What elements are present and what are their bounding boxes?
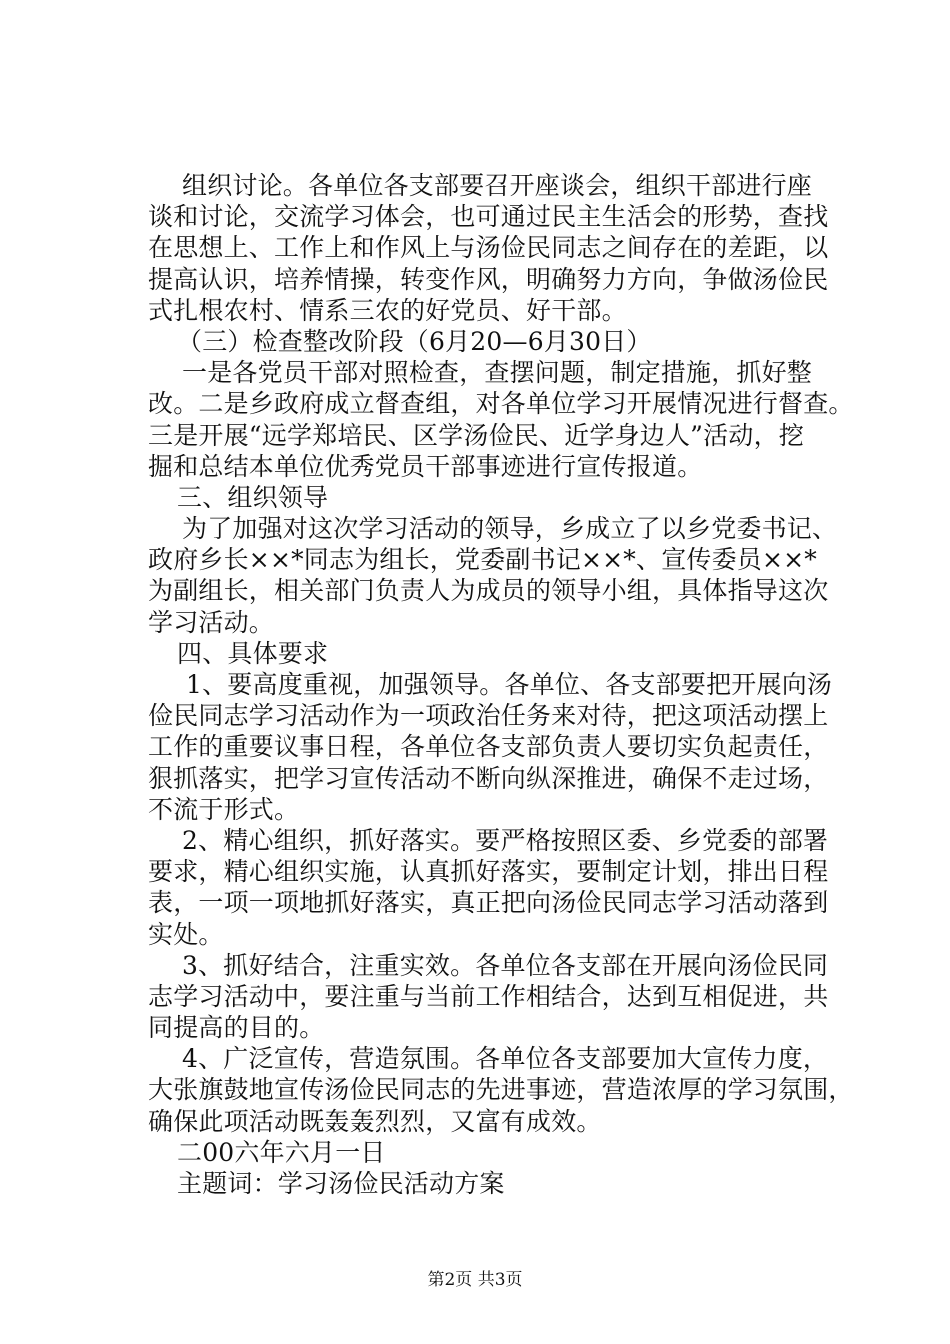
paragraph-line: 三是开展“远学郑培民、区学汤俭民、近学身边人”活动，挖 xyxy=(148,420,804,450)
paragraph-line: 工作的重要议事日程，各单位各支部负责人要切实负起责任， xyxy=(148,732,829,762)
paragraph-line: 掘和总结本单位优秀党员干部事迹进行宣传报道。 xyxy=(148,451,703,481)
paragraph-line: 大张旗鼓地宣传汤俭民同志的先进事迹，营造浓厚的学习氛围， xyxy=(148,1075,854,1105)
section-heading: 四、具体要求 xyxy=(177,638,329,668)
document-date: 二00六年六月一日 xyxy=(177,1137,386,1167)
paragraph-line: 2、精心组织，抓好落实。要严格按照区委、乡党委的部署 xyxy=(182,825,829,855)
paragraph-line: 组织讨论。各单位各支部要召开座谈会，组织干部进行座 xyxy=(182,171,813,200)
paragraph-line: 要求，精心组织实施，认真抓好落实，要制定计划，排出日程 xyxy=(148,857,829,887)
paragraph-line: 实处。 xyxy=(148,919,224,949)
paragraph-line: 一是各党员干部对照检查，查摆问题，制定措施，抓好整 xyxy=(182,358,813,388)
paragraph-line: 在思想上、工作上和作风上与汤俭民同志之间存在的差距，以 xyxy=(148,233,829,263)
paragraph-line: 改。二是乡政府成立督查组，对各单位学习开展情况进行督查。 xyxy=(148,389,854,419)
paragraph-line: 提高认识，培养情操，转变作风，明确努力方向，争做汤俭民 xyxy=(148,264,829,294)
page-number-footer: 第2页 共3页 xyxy=(427,1270,523,1290)
paragraph-line: 1、要高度重视，加强领导。各单位、各支部要把开展向汤 xyxy=(186,670,833,699)
paragraph-line: 不流于形式。 xyxy=(148,794,300,824)
document-body xyxy=(148,170,854,1199)
paragraph-line: 表，一项一项地抓好落实，真正把向汤俭民同志学习活动落到 xyxy=(148,888,829,918)
paragraph-line: 式扎根农村、情系三农的好党员、好干部。 xyxy=(148,295,627,325)
paragraph-line: 政府乡长××*同志为组长，党委副书记××*、宣传委员××* xyxy=(148,545,817,575)
paragraph-line: 学习活动。 xyxy=(148,607,275,637)
paragraph-line: 狠抓落实，把学习宣传活动不断向纵深推进，确保不走过场， xyxy=(148,763,829,793)
section-heading: 三、组织领导 xyxy=(177,482,329,512)
paragraph-line: 3、抓好结合，注重实效。各单位各支部在开展向汤俭民同 xyxy=(182,950,829,980)
paragraph-line: 谈和讨论，交流学习体会，也可通过民主生活会的形势，查找 xyxy=(148,202,829,232)
paragraph-line: 确保此项活动既轰轰烈烈，又富有成效。 xyxy=(148,1106,602,1136)
subject-keywords: 主题词：学习汤俭民活动方案 xyxy=(177,1169,505,1198)
paragraph-line: 4、广泛宣传，营造氛围。各单位各支部要加大宣传力度， xyxy=(182,1044,829,1074)
paragraph-line: 同提高的目的。 xyxy=(148,1013,325,1043)
paragraph-line: 为副组长，相关部门负责人为成员的领导小组，具体指导这次 xyxy=(148,576,829,606)
paragraph-line: 为了加强对这次学习活动的领导，乡成立了以乡党委书记、 xyxy=(182,514,838,544)
paragraph-line: 志学习活动中，要注重与当前工作相结合，达到互相促进，共 xyxy=(148,981,829,1011)
section-heading: （三）检查整改阶段（6月20—6月30日） xyxy=(177,326,652,356)
paragraph-line: 俭民同志学习活动作为一项政治任务来对待，把这项活动摆上 xyxy=(148,701,829,731)
